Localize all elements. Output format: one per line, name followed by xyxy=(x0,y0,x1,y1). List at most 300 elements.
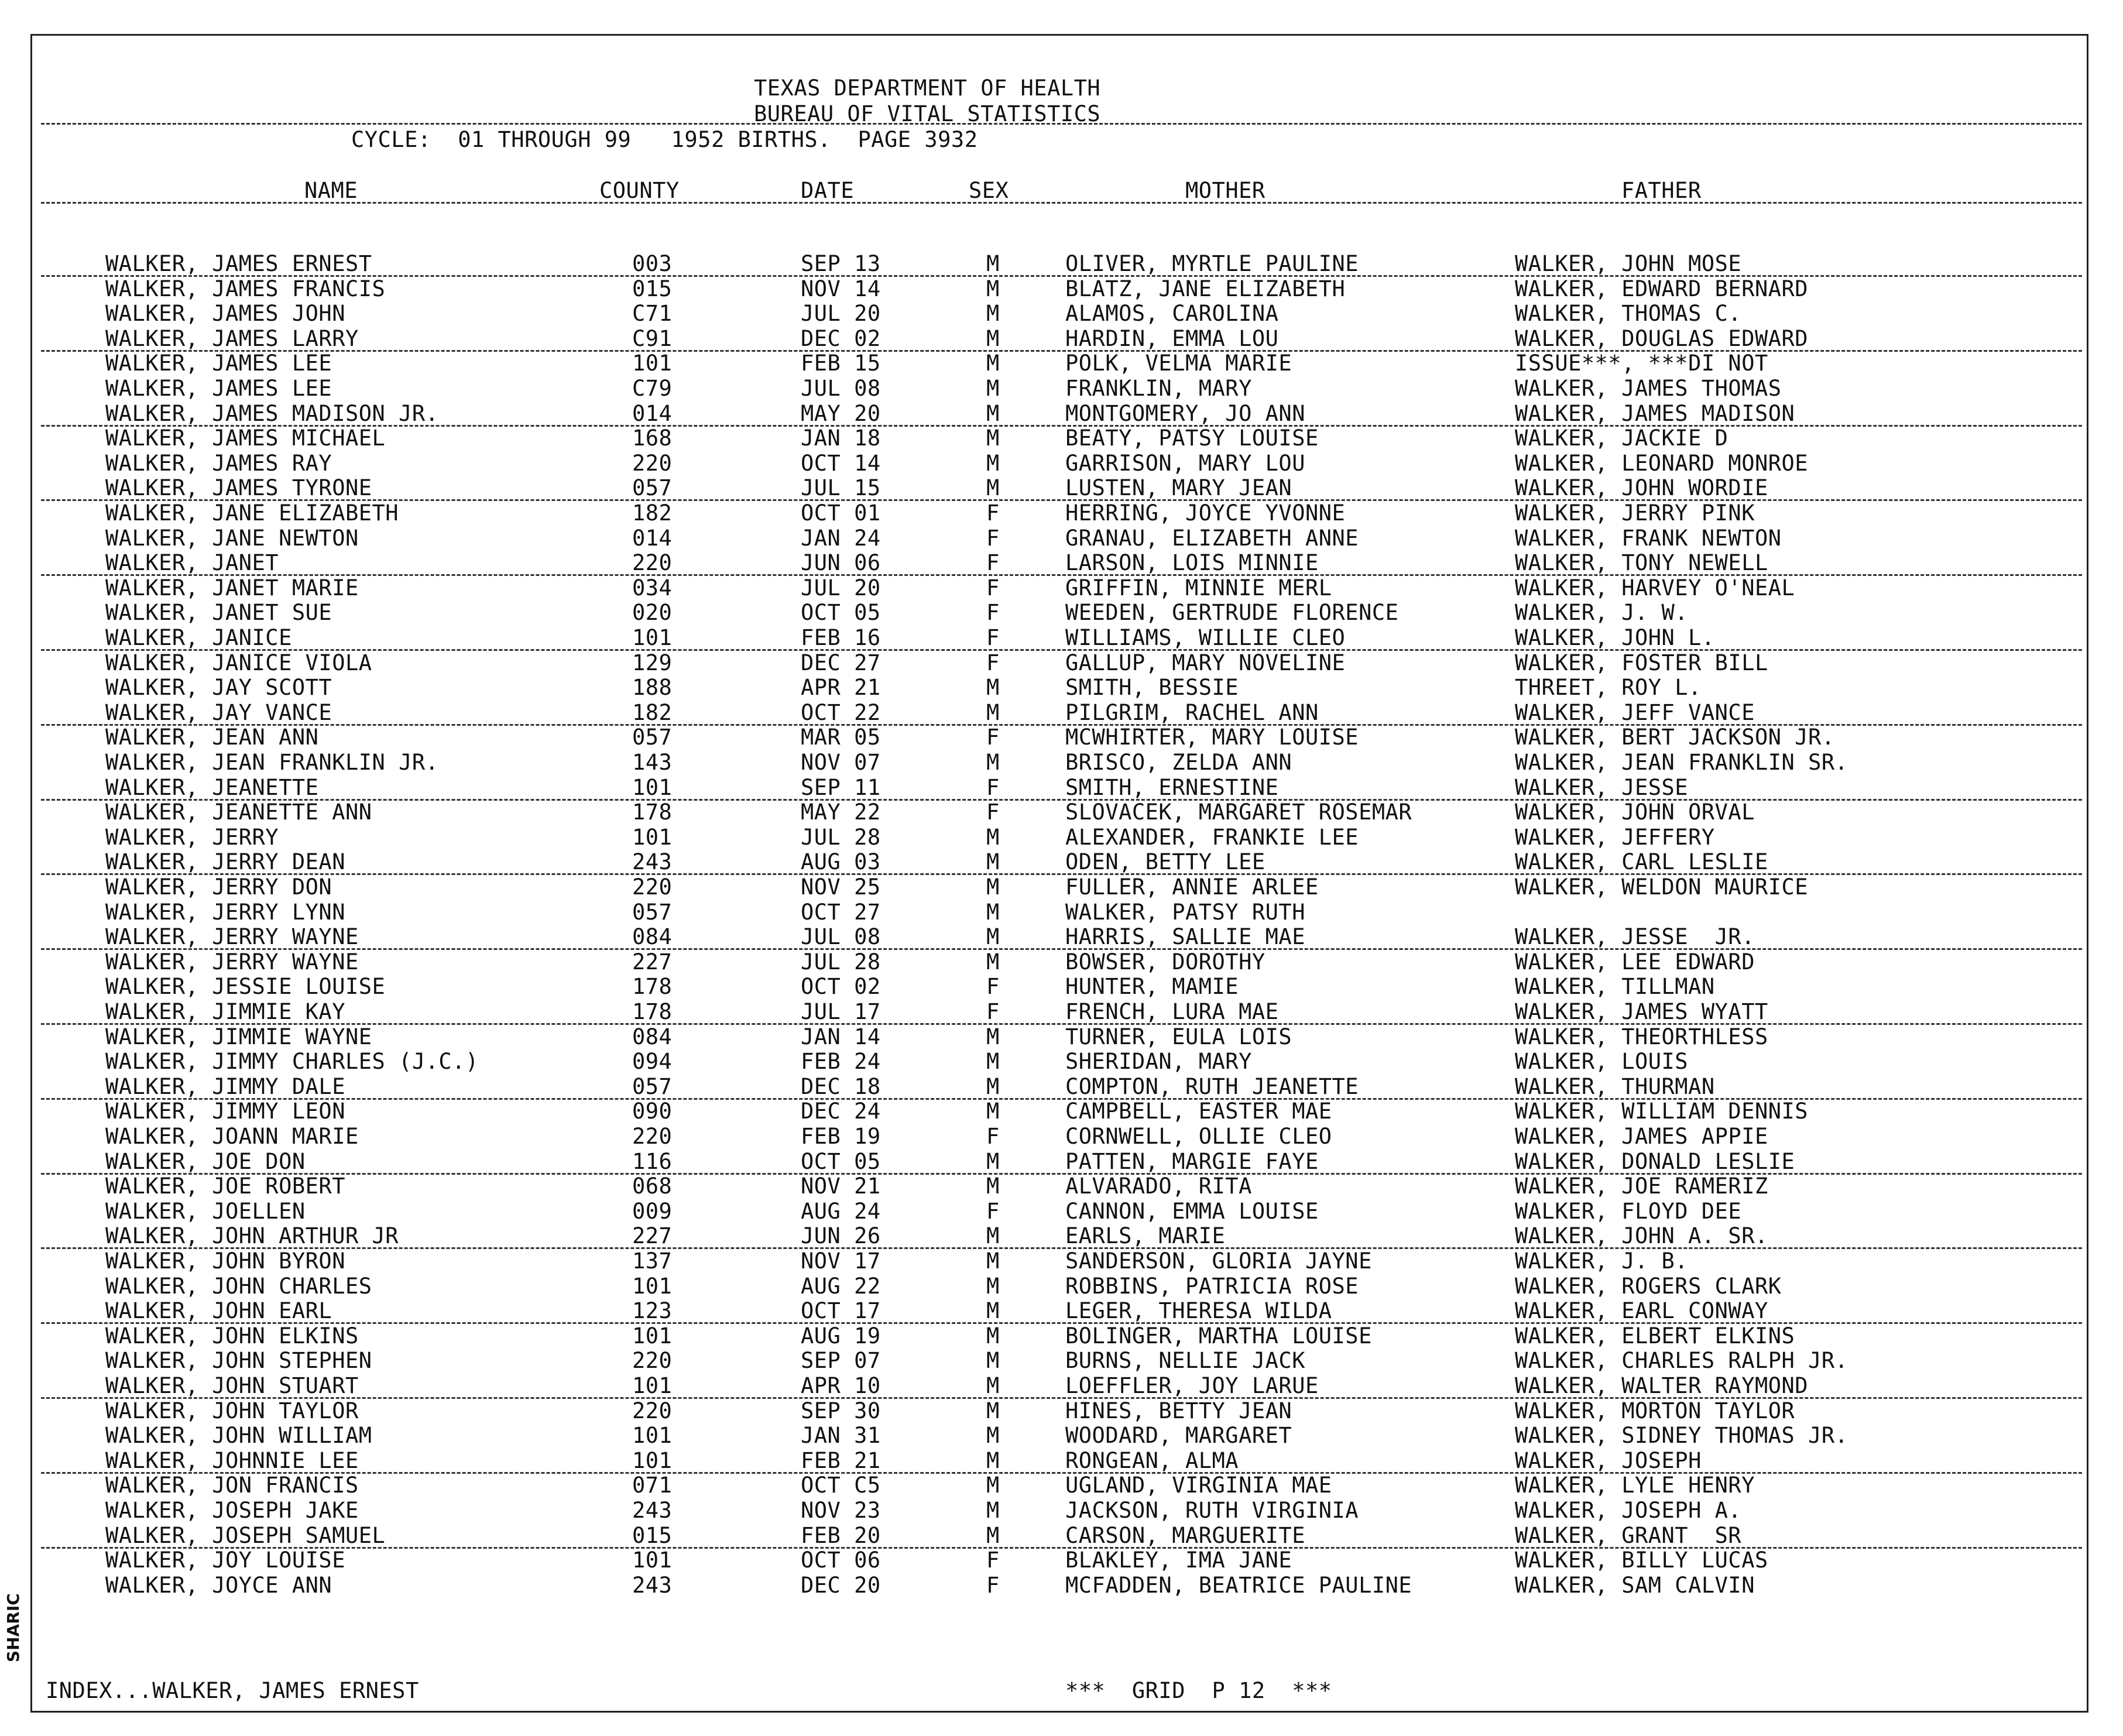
record-sex: M xyxy=(986,351,1000,376)
record-county: 009 xyxy=(632,1198,673,1224)
record-date: AUG 03 xyxy=(801,849,881,875)
table-row xyxy=(0,801,2123,826)
record-county: 123 xyxy=(632,1298,673,1324)
record-date: MAR 05 xyxy=(801,725,881,750)
record-mother: GRIFFIN, MINNIE MERL xyxy=(1065,575,1332,601)
record-date: DEC 27 xyxy=(801,650,881,675)
record-sex: F xyxy=(986,575,1000,601)
record-father: WALKER, J. W. xyxy=(1515,600,1689,626)
record-sex: M xyxy=(986,1174,1000,1199)
record-county: 057 xyxy=(632,475,673,501)
record-county: 182 xyxy=(632,699,673,725)
record-county: 015 xyxy=(632,276,673,301)
side-label: SHARIC xyxy=(4,1593,23,1662)
record-county: 243 xyxy=(632,1498,673,1523)
table-row xyxy=(0,774,2123,802)
record-date: OCT 02 xyxy=(801,974,881,1000)
record-sex: F xyxy=(986,600,1000,626)
record-county: 020 xyxy=(632,600,673,626)
record-mother: WOODARD, MARGARET xyxy=(1065,1423,1292,1449)
record-father: WALKER, JESSE xyxy=(1515,774,1689,800)
record-name: WALKER, JANICE VIOLA xyxy=(105,650,372,675)
record-mother: HINES, BETTY JEAN xyxy=(1065,1398,1292,1423)
table-row xyxy=(0,253,2123,278)
record-name: WALKER, JIMMIE WAYNE xyxy=(105,1024,372,1049)
record-sex: M xyxy=(986,400,1000,426)
table-row xyxy=(0,976,2123,1001)
record-date: FEB 24 xyxy=(801,1049,881,1075)
table-row xyxy=(0,951,2123,976)
record-date: JUL 28 xyxy=(801,824,881,850)
record-father: WALKER, THOMAS C. xyxy=(1515,301,1742,327)
record-sex: F xyxy=(986,1124,1000,1149)
bureau-title: BUREAU OF VITAL STATISTICS xyxy=(754,101,1101,126)
record-date: JUN 26 xyxy=(801,1223,881,1249)
record-mother: HARDIN, EMMA LOU xyxy=(1065,325,1279,351)
record-father: WALKER, J. B. xyxy=(1515,1248,1689,1274)
record-county: 220 xyxy=(632,874,673,900)
record-name: WALKER, JOELLEN xyxy=(105,1198,306,1224)
record-mother: JACKSON, RUTH VIRGINIA xyxy=(1065,1498,1359,1523)
record-sex: M xyxy=(986,1423,1000,1449)
record-father: WALKER, JOSEPH A. xyxy=(1515,1498,1742,1523)
record-date: JUL 17 xyxy=(801,999,881,1024)
record-name: WALKER, JIMMY LEON xyxy=(105,1099,345,1124)
record-mother: ROBBINS, PATRICIA ROSE xyxy=(1065,1273,1359,1299)
footer-index: INDEX...WALKER, JAMES ERNEST xyxy=(46,1678,419,1703)
record-mother: WALKER, PATSY RUTH xyxy=(1065,899,1305,925)
record-county: 137 xyxy=(632,1248,673,1274)
record-county: C79 xyxy=(632,376,673,401)
record-sex: F xyxy=(986,999,1000,1024)
record-father: WALKER, LEE EDWARD xyxy=(1515,949,1755,975)
record-sex: M xyxy=(986,1099,1000,1124)
record-county: 034 xyxy=(632,575,673,601)
record-father: WALKER, EDWARD BERNARD xyxy=(1515,276,1809,301)
record-date: JUL 20 xyxy=(801,575,881,601)
record-sex: M xyxy=(986,699,1000,725)
record-mother: LOEFFLER, JOY LARUE xyxy=(1065,1373,1319,1398)
record-county: C71 xyxy=(632,301,673,327)
record-father: WALKER, FOSTER BILL xyxy=(1515,650,1768,675)
record-name: WALKER, JERRY xyxy=(105,824,279,850)
record-mother: BLATZ, JANE ELIZABETH xyxy=(1065,276,1346,301)
record-sex: M xyxy=(986,426,1000,451)
record-mother: ALAMOS, CAROLINA xyxy=(1065,301,1279,327)
record-sex: M xyxy=(986,1398,1000,1423)
record-sex: M xyxy=(986,1248,1000,1274)
record-name: WALKER, JIMMY CHARLES (J.C.) xyxy=(105,1049,479,1075)
table-row xyxy=(0,699,2123,727)
column-header-sex: SEX xyxy=(969,178,1009,203)
record-mother: POLK, VELMA MARIE xyxy=(1065,351,1292,376)
record-name: WALKER, JAY SCOTT xyxy=(105,675,332,701)
table-row xyxy=(0,1126,2123,1151)
record-mother: PILGRIM, RACHEL ANN xyxy=(1065,699,1319,725)
record-father: WALKER, SAM CALVIN xyxy=(1515,1572,1755,1598)
record-father: WALKER, JESSE JR. xyxy=(1515,924,1755,950)
record-father: WALKER, JAMES MADISON xyxy=(1515,400,1795,426)
table-row xyxy=(0,876,2123,901)
record-county: 101 xyxy=(632,1373,673,1398)
record-county: 015 xyxy=(632,1522,673,1548)
record-mother: GARRISON, MARY LOU xyxy=(1065,450,1305,476)
record-county: 243 xyxy=(632,849,673,875)
record-father: WALKER, THURMAN xyxy=(1515,1073,1715,1099)
record-date: AUG 22 xyxy=(801,1273,881,1299)
record-county: 084 xyxy=(632,924,673,950)
record-father: WALKER, BILLY LUCAS xyxy=(1515,1548,1768,1573)
record-mother: HERRING, JOYCE YVONNE xyxy=(1065,500,1346,526)
table-row xyxy=(0,851,2123,876)
record-mother: SANDERSON, GLORIA JAYNE xyxy=(1065,1248,1372,1274)
record-date: OCT C5 xyxy=(801,1473,881,1498)
record-name: WALKER, JANET xyxy=(105,550,279,576)
record-sex: F xyxy=(986,1572,1000,1598)
table-row xyxy=(0,1522,2123,1550)
record-sex: M xyxy=(986,1073,1000,1099)
table-row xyxy=(0,1300,2123,1325)
record-county: 178 xyxy=(632,800,673,825)
record-date: APR 21 xyxy=(801,675,881,701)
record-father: WALKER, JOHN MOSE xyxy=(1515,251,1742,276)
record-name: WALKER, JEANETTE ANN xyxy=(105,800,372,825)
department-title: TEXAS DEPARTMENT OF HEALTH xyxy=(754,76,1101,101)
record-name: WALKER, JESSIE LOUISE xyxy=(105,974,386,1000)
table-row xyxy=(0,1400,2123,1425)
table-row xyxy=(0,1026,2123,1051)
record-name: WALKER, JAMES ERNEST xyxy=(105,251,372,276)
table-row xyxy=(0,1474,2123,1500)
record-county: 071 xyxy=(632,1473,673,1498)
record-name: WALKER, JOHN EARL xyxy=(105,1298,332,1324)
record-name: WALKER, JIMMIE KAY xyxy=(105,999,345,1024)
table-row xyxy=(0,1225,2123,1250)
record-sex: M xyxy=(986,475,1000,501)
record-date: OCT 05 xyxy=(801,1148,881,1174)
record-father: WALKER, TONY NEWELL xyxy=(1515,550,1768,576)
record-name: WALKER, JANICE xyxy=(105,625,292,650)
record-father: WALKER, WALTER RAYMOND xyxy=(1515,1373,1809,1398)
record-name: WALKER, JAMES TYRONE xyxy=(105,475,372,501)
record-sex: M xyxy=(986,301,1000,327)
record-county: 220 xyxy=(632,450,673,476)
record-father: WALKER, MORTON TAYLOR xyxy=(1515,1398,1795,1423)
record-name: WALKER, JOHNNIE LEE xyxy=(105,1447,359,1473)
record-mother: TURNER, EULA LOIS xyxy=(1065,1024,1292,1049)
record-sex: M xyxy=(986,824,1000,850)
record-date: JUL 28 xyxy=(801,949,881,975)
record-county: C91 xyxy=(632,325,673,351)
table-row xyxy=(0,577,2123,602)
table-row xyxy=(0,278,2123,303)
cycle-line: CYCLE: 01 THROUGH 99 1952 BIRTHS. PAGE 3932 xyxy=(351,127,978,152)
record-mother: CARSON, MARGUERITE xyxy=(1065,1522,1305,1548)
record-county: 178 xyxy=(632,999,673,1024)
record-sex: M xyxy=(986,1273,1000,1299)
record-name: WALKER, JOHN STEPHEN xyxy=(105,1348,372,1374)
record-name: WALKER, JOHN ELKINS xyxy=(105,1323,359,1349)
record-mother: MCFADDEN, BEATRICE PAULINE xyxy=(1065,1572,1412,1598)
record-name: WALKER, JOHN ARTHUR JR xyxy=(105,1223,399,1249)
column-header-name: NAME xyxy=(304,178,358,203)
table-row xyxy=(0,677,2123,702)
record-sex: F xyxy=(986,1198,1000,1224)
record-name: WALKER, JERRY DON xyxy=(105,874,332,900)
record-county: 003 xyxy=(632,251,673,276)
header-rule-2 xyxy=(41,202,2082,204)
record-mother: ALEXANDER, FRANKIE LEE xyxy=(1065,824,1359,850)
record-father: WALKER, JEFF VANCE xyxy=(1515,699,1755,725)
record-date: JUL 08 xyxy=(801,376,881,401)
footer-grid: *** GRID P 12 *** xyxy=(1065,1678,1332,1703)
table-row xyxy=(0,427,2123,452)
record-county: 101 xyxy=(632,625,673,650)
table-row xyxy=(0,502,2123,527)
record-name: WALKER, JOHN CHARLES xyxy=(105,1273,372,1299)
record-mother: WILLIAMS, WILLIE CLEO xyxy=(1065,625,1346,650)
record-date: DEC 24 xyxy=(801,1099,881,1124)
record-county: 101 xyxy=(632,774,673,800)
record-mother: FULLER, ANNIE ARLEE xyxy=(1065,874,1319,900)
record-county: 101 xyxy=(632,824,673,850)
record-date: OCT 27 xyxy=(801,899,881,925)
record-sex: M xyxy=(986,1373,1000,1398)
record-date: SEP 13 xyxy=(801,251,881,276)
table-row xyxy=(0,752,2123,777)
record-date: JUL 08 xyxy=(801,924,881,950)
record-mother: OLIVER, MYRTLE PAULINE xyxy=(1065,251,1359,276)
table-row xyxy=(0,1574,2123,1600)
record-sex: F xyxy=(986,774,1000,800)
record-father: WALKER, JOHN WORDIE xyxy=(1515,475,1768,501)
record-mother: SMITH, ERNESTINE xyxy=(1065,774,1279,800)
table-row xyxy=(0,826,2123,852)
record-sex: M xyxy=(986,1522,1000,1548)
record-name: WALKER, JAMES FRANCIS xyxy=(105,276,386,301)
record-name: WALKER, JOHN BYRON xyxy=(105,1248,345,1274)
table-row xyxy=(0,1001,2123,1026)
record-county: 101 xyxy=(632,1548,673,1573)
record-mother: FRENCH, LURA MAE xyxy=(1065,999,1279,1024)
record-county: 168 xyxy=(632,426,673,451)
record-sex: F xyxy=(986,650,1000,675)
record-sex: M xyxy=(986,251,1000,276)
record-father: WALKER, LEONARD MONROE xyxy=(1515,450,1809,476)
record-date: OCT 05 xyxy=(801,600,881,626)
record-sex: M xyxy=(986,1148,1000,1174)
column-header-county: COUNTY xyxy=(599,178,680,203)
table-row xyxy=(0,1073,2123,1101)
record-father: WALKER, JOSEPH xyxy=(1515,1447,1702,1473)
record-county: 057 xyxy=(632,725,673,750)
record-sex: F xyxy=(986,500,1000,526)
table-row xyxy=(0,901,2123,927)
record-sex: F xyxy=(986,974,1000,1000)
record-name: WALKER, JAY VANCE xyxy=(105,699,332,725)
table-row xyxy=(0,627,2123,652)
record-date: JUN 06 xyxy=(801,550,881,576)
table-row xyxy=(0,1375,2123,1400)
table-row xyxy=(0,1250,2123,1275)
record-mother: BEATY, PATSY LOUISE xyxy=(1065,426,1319,451)
record-name: WALKER, JERRY WAYNE xyxy=(105,924,359,950)
record-mother: UGLAND, VIRGINIA MAE xyxy=(1065,1473,1332,1498)
record-father: WALKER, JACKIE D xyxy=(1515,426,1728,451)
record-date: FEB 21 xyxy=(801,1447,881,1473)
record-county: 057 xyxy=(632,899,673,925)
record-father: WALKER, BERT JACKSON JR. xyxy=(1515,725,1835,750)
table-row xyxy=(0,527,2123,553)
table-row xyxy=(0,1325,2123,1350)
record-mother: COMPTON, RUTH JEANETTE xyxy=(1065,1073,1359,1099)
table-row xyxy=(0,602,2123,627)
record-county: 101 xyxy=(632,351,673,376)
record-father: WALKER, SIDNEY THOMAS JR. xyxy=(1515,1423,1848,1449)
row-separator xyxy=(41,1173,2082,1175)
record-father: WALKER, CARL LESLIE xyxy=(1515,849,1768,875)
record-name: WALKER, JOHN WILLIAM xyxy=(105,1423,372,1449)
table-row xyxy=(0,452,2123,478)
record-date: DEC 02 xyxy=(801,325,881,351)
row-separator xyxy=(41,1547,2082,1549)
record-sex: M xyxy=(986,325,1000,351)
record-date: DEC 20 xyxy=(801,1572,881,1598)
record-father: WALKER, TILLMAN xyxy=(1515,974,1715,1000)
record-mother: SHERIDAN, MARY xyxy=(1065,1049,1252,1075)
table-row xyxy=(0,1549,2123,1574)
record-sex: M xyxy=(986,1473,1000,1498)
record-date: OCT 22 xyxy=(801,699,881,725)
record-sex: F xyxy=(986,525,1000,551)
record-date: MAY 20 xyxy=(801,400,881,426)
record-county: 094 xyxy=(632,1049,673,1075)
record-date: FEB 19 xyxy=(801,1124,881,1149)
column-header-mother: MOTHER xyxy=(1185,178,1265,203)
record-date: FEB 16 xyxy=(801,625,881,650)
record-mother: CAMPBELL, EASTER MAE xyxy=(1065,1099,1332,1124)
row-separator xyxy=(41,350,2082,352)
record-sex: M xyxy=(986,276,1000,301)
record-county: 090 xyxy=(632,1099,673,1124)
record-date: AUG 24 xyxy=(801,1198,881,1224)
record-county: 129 xyxy=(632,650,673,675)
record-father: WALKER, JOHN ORVAL xyxy=(1515,800,1755,825)
record-date: NOV 23 xyxy=(801,1498,881,1523)
record-sex: M xyxy=(986,1049,1000,1075)
record-name: WALKER, JAMES LEE xyxy=(105,376,332,401)
record-father: WALKER, JOHN A. SR. xyxy=(1515,1223,1768,1249)
table-row xyxy=(0,1500,2123,1525)
table-row xyxy=(0,1175,2123,1200)
table-row xyxy=(0,552,2123,577)
record-date: DEC 18 xyxy=(801,1073,881,1099)
record-father: WALKER, JOE RAMERIZ xyxy=(1515,1174,1768,1199)
record-father: WALKER, LYLE HENRY xyxy=(1515,1473,1755,1498)
record-county: 227 xyxy=(632,1223,673,1249)
record-name: WALKER, JERRY DEAN xyxy=(105,849,345,875)
record-mother: HARRIS, SALLIE MAE xyxy=(1065,924,1305,950)
record-mother: LUSTEN, MARY JEAN xyxy=(1065,475,1292,501)
record-mother: LEGER, THERESA WILDA xyxy=(1065,1298,1332,1324)
record-father: WALKER, FRANK NEWTON xyxy=(1515,525,1782,551)
record-name: WALKER, JAMES MICHAEL xyxy=(105,426,386,451)
record-name: WALKER, JAMES LARRY xyxy=(105,325,359,351)
record-county: 143 xyxy=(632,750,673,775)
record-date: APR 10 xyxy=(801,1373,881,1398)
record-mother: CANNON, EMMA LOUISE xyxy=(1065,1198,1319,1224)
record-county: 182 xyxy=(632,500,673,526)
record-date: JAN 14 xyxy=(801,1024,881,1049)
table-row xyxy=(0,1148,2123,1176)
record-name: WALKER, JEAN FRANKLIN JR. xyxy=(105,750,439,775)
record-county: 101 xyxy=(632,1323,673,1349)
record-name: WALKER, JANE ELIZABETH xyxy=(105,500,399,526)
table-row xyxy=(0,1447,2123,1475)
record-name: WALKER, JANET SUE xyxy=(105,600,332,626)
record-sex: M xyxy=(986,1323,1000,1349)
record-county: 220 xyxy=(632,550,673,576)
column-header-father: FATHER xyxy=(1621,178,1702,203)
table-row xyxy=(0,400,2123,428)
record-mother: BOLINGER, MARTHA LOUISE xyxy=(1065,1323,1372,1349)
record-date: SEP 07 xyxy=(801,1348,881,1374)
record-county: 014 xyxy=(632,400,673,426)
record-mother: MCWHIRTER, MARY LOUISE xyxy=(1065,725,1359,750)
record-sex: M xyxy=(986,1498,1000,1523)
record-father: WALKER, JOHN L. xyxy=(1515,625,1715,650)
record-father: WALKER, LOUIS xyxy=(1515,1049,1689,1075)
record-date: OCT 01 xyxy=(801,500,881,526)
record-sex: M xyxy=(986,924,1000,950)
record-county: 243 xyxy=(632,1572,673,1598)
record-date: JUL 20 xyxy=(801,301,881,327)
record-date: JAN 18 xyxy=(801,426,881,451)
record-county: 057 xyxy=(632,1073,673,1099)
record-sex: M xyxy=(986,949,1000,975)
table-row xyxy=(0,1425,2123,1450)
record-father: WALKER, JAMES WYATT xyxy=(1515,999,1768,1024)
table-row xyxy=(0,1200,2123,1226)
record-date: NOV 07 xyxy=(801,750,881,775)
record-father: WALKER, DONALD LESLIE xyxy=(1515,1148,1795,1174)
record-date: SEP 30 xyxy=(801,1398,881,1423)
record-date: NOV 17 xyxy=(801,1248,881,1274)
record-date: NOV 14 xyxy=(801,276,881,301)
table-row xyxy=(0,378,2123,403)
record-county: 014 xyxy=(632,525,673,551)
record-sex: M xyxy=(986,1298,1000,1324)
record-county: 101 xyxy=(632,1273,673,1299)
record-name: WALKER, JEANETTE xyxy=(105,774,319,800)
record-date: SEP 11 xyxy=(801,774,881,800)
record-name: WALKER, JOSEPH JAKE xyxy=(105,1498,359,1523)
record-father: ISSUE***, ***DI NOT xyxy=(1515,351,1768,376)
table-row xyxy=(0,1275,2123,1301)
record-date: NOV 25 xyxy=(801,874,881,900)
record-name: WALKER, JOANN MARIE xyxy=(105,1124,359,1149)
record-father: WALKER, HARVEY O'NEAL xyxy=(1515,575,1795,601)
record-sex: M xyxy=(986,1447,1000,1473)
record-name: WALKER, JERRY LYNN xyxy=(105,899,345,925)
header-rule-1 xyxy=(41,123,2082,125)
record-mother: ALVARADO, RITA xyxy=(1065,1174,1252,1199)
table-row xyxy=(0,303,2123,328)
record-date: JAN 31 xyxy=(801,1423,881,1449)
record-mother: GRANAU, ELIZABETH ANNE xyxy=(1065,525,1359,551)
record-date: OCT 06 xyxy=(801,1548,881,1573)
record-name: WALKER, JANE NEWTON xyxy=(105,525,359,551)
